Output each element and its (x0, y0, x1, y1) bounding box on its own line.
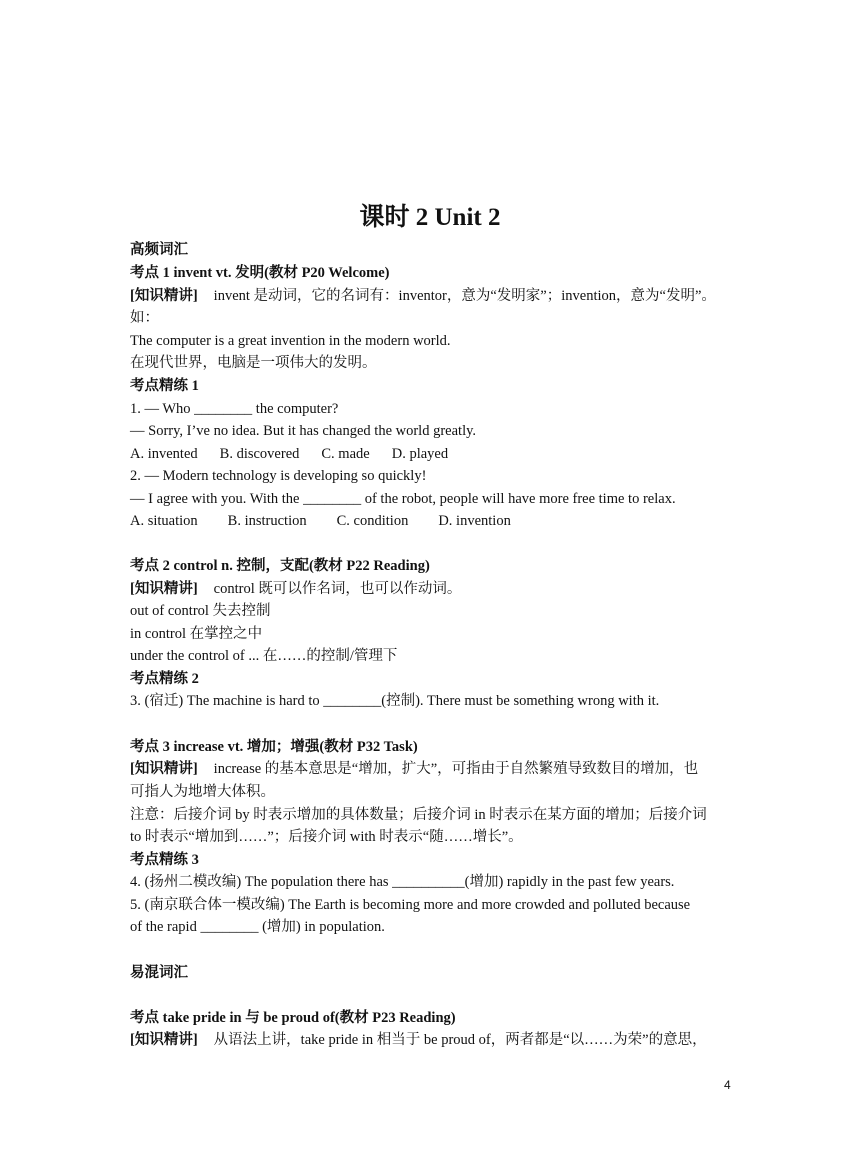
option-d: D. invention (438, 513, 511, 529)
point4-heading: 考点 take pride in 与 be proud of(教材 P23 Reading) (130, 1010, 456, 1026)
point2-heading: 考点 2 control n. 控制，支配(教材 P22 Reading) (130, 558, 430, 574)
option-c: C. condition (336, 513, 409, 529)
knowledge-tag: [知识精讲] (130, 1032, 198, 1048)
question-5-cont: of the rapid ________ (增加) in population. (130, 919, 385, 935)
option-b: B. instruction (227, 513, 307, 529)
question-4: 4. (扬州二模改编) The population there has __________(增加) rapidly in the past few years. (130, 874, 675, 890)
point3-note-line1: 注意：后接介词 by 时表示增加的具体数量；后接介词 in 时表示在某方面的增加；后接介词 (130, 807, 707, 823)
question-2-reply: — I agree with you. With the ________ of the robot, people will have more free time to relax. (130, 491, 676, 507)
question-1-options (130, 444, 732, 464)
option-a: A. invented (130, 446, 198, 462)
knowledge-tag: [知识精讲] (130, 288, 198, 304)
phrase-under-the-control-of: under the control of ... 在……的控制/管理下 (130, 648, 398, 664)
page-title: 课时 2 Unit 2 (359, 204, 501, 231)
practice2-heading: 考点精练 2 (130, 671, 199, 687)
point1-explain-text: invent 是动词，它的名词有：inventor，意为“发明家”；invention，意为“发明”。 (213, 288, 716, 304)
point1-example-cn: 在现代世界，电脑是一项伟大的发明。 (130, 355, 377, 371)
knowledge-tag: [知识精讲] (130, 761, 198, 777)
option-b: B. discovered (219, 446, 300, 462)
question-3: 3. (宿迁) The machine is hard to ________(控制). There must be something wrong with it. (130, 693, 660, 709)
question-2: 2. — Modern technology is developing so quickly! (130, 468, 427, 484)
point3-note-line2: to 时表示“增加到……”；后接介词 with 时表示“随……增长”。 (130, 829, 523, 845)
practice3-heading: 考点精练 3 (130, 852, 199, 868)
question-1: 1. — Who ________ the computer? (130, 401, 339, 417)
point1-explain-cont: 如： (130, 310, 159, 326)
section-heading-confusing: 易混词汇 (130, 965, 188, 981)
knowledge-tag: [知识精讲] (130, 581, 198, 597)
point1-heading: 考点 1 invent vt. 发明(教材 P20 Welcome) (130, 265, 390, 281)
point4-explanation (130, 1030, 732, 1050)
question-5: 5. (南京联合体一模改编) The Earth is becoming more and more crowded and polluted because (130, 897, 691, 913)
option-c: C. made (321, 446, 370, 462)
point1-example-en: The computer is a great invention in the modern world. (130, 333, 451, 349)
phrase-out-of-control: out of control 失去控制 (130, 603, 271, 619)
point3-explain-cont: 可指人为地增大体积。 (130, 784, 275, 800)
page-number: 4 (724, 1078, 731, 1092)
point3-heading: 考点 3 increase vt. 增加；增强(教材 P32 Task) (130, 739, 418, 755)
question-2-options (130, 511, 732, 531)
section-heading-high-frequency: 高频词汇 (130, 242, 188, 258)
option-d: D. played (391, 446, 449, 462)
option-a: A. situation (130, 513, 198, 529)
phrase-in-control: in control 在掌控之中 (130, 626, 263, 642)
point3-explain-text: increase 的基本意思是“增加，扩大”，可指由于自然繁殖导致数目的增加，也 (213, 761, 699, 777)
practice1-heading: 考点精练 1 (130, 378, 199, 394)
point2-explanation (130, 579, 732, 599)
point1-explanation (130, 286, 732, 306)
point2-explain-text: control 既可以作名词，也可以作动词。 (213, 581, 462, 597)
question-1-reply: — Sorry, I’ve no idea. But it has changed the world greatly. (130, 423, 477, 439)
point3-explanation (130, 759, 732, 779)
point4-explain-text: 从语法上讲，take pride in 相当于 be proud of，两者都是“以……为荣”的意思， (213, 1032, 707, 1048)
